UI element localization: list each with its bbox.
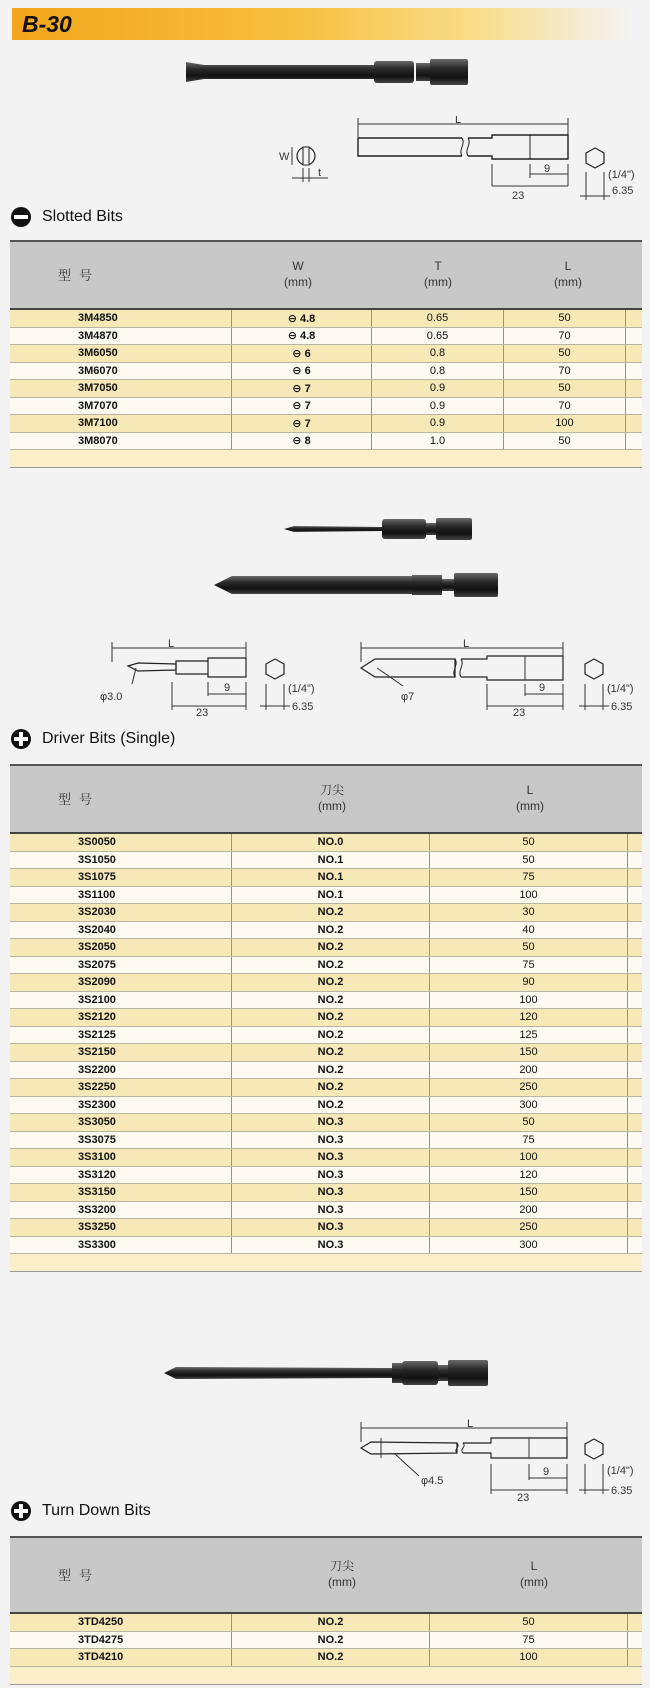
cell-spacer <box>628 1044 642 1061</box>
cell-l: 50 <box>504 310 626 327</box>
table-row <box>10 1079 642 1097</box>
cell-model: 3M7100 <box>10 415 232 432</box>
cell-model: 3S3120 <box>10 1167 232 1184</box>
turndown-section-title <box>10 1500 151 1522</box>
col-tip: 刀尖 (mm) <box>328 1559 356 1589</box>
cell-spacer <box>628 974 642 991</box>
slotted-bit-diagram <box>262 116 642 206</box>
svg-text:L: L <box>467 1418 474 1430</box>
table-row <box>10 1062 642 1080</box>
cell-l: 50 <box>430 852 628 869</box>
cell-w: ⊖ 4.8 <box>232 310 372 327</box>
svg-text:(1/4"): (1/4") <box>288 683 315 695</box>
cell-model: 3S2150 <box>10 1044 232 1061</box>
table-row <box>10 415 642 433</box>
phillips-plus-icon <box>10 1500 32 1522</box>
cell-spacer <box>628 1114 642 1131</box>
table-row <box>10 957 642 975</box>
turndown-title: Turn Down Bits <box>42 1502 151 1519</box>
cell-spacer <box>628 1027 642 1044</box>
cell-spacer <box>628 1132 642 1149</box>
cell-spacer <box>626 310 642 327</box>
cell-tip: NO.2 <box>232 1079 430 1096</box>
cell-spacer <box>628 1062 642 1079</box>
slotted-table-footer <box>10 450 642 468</box>
col-w: W (mm) <box>284 259 312 289</box>
cell-spacer <box>626 363 642 380</box>
cell-t: 0.65 <box>372 310 504 327</box>
cell-l: 100 <box>504 415 626 432</box>
cell-tip: NO.2 <box>232 1097 430 1114</box>
table-row <box>10 1614 642 1632</box>
dim-hex-in: (1/4") <box>608 169 635 181</box>
cell-l: 300 <box>430 1237 628 1254</box>
svg-text:9: 9 <box>224 682 231 694</box>
table-row <box>10 398 642 416</box>
table-row <box>10 974 642 992</box>
slotted-section-title <box>10 206 123 228</box>
table-row <box>10 1132 642 1150</box>
cell-t: 0.8 <box>372 345 504 362</box>
cell-spacer <box>628 1184 642 1201</box>
cell-t: 0.8 <box>372 363 504 380</box>
dim-w: W <box>279 151 290 163</box>
cell-w: ⊖ 7 <box>232 415 372 432</box>
cell-l: 250 <box>430 1219 628 1236</box>
table-row <box>10 1167 642 1185</box>
cell-model: 3S2100 <box>10 992 232 1009</box>
svg-text:L: L <box>168 638 175 650</box>
table-row <box>10 887 642 905</box>
cell-spacer <box>626 415 642 432</box>
cell-tip: NO.2 <box>232 1632 430 1649</box>
cell-spacer <box>628 939 642 956</box>
cell-tip: NO.2 <box>232 1009 430 1026</box>
cell-w: ⊖ 7 <box>232 380 372 397</box>
col-model: 型号 <box>58 1568 101 1583</box>
table-row <box>10 1097 642 1115</box>
turndown-bit-photo <box>162 1356 492 1390</box>
cell-tip: NO.2 <box>232 1044 430 1061</box>
cell-tip: NO.1 <box>232 869 430 886</box>
cell-w: ⊖ 7 <box>232 398 372 415</box>
cell-l: 75 <box>430 1132 628 1149</box>
cell-tip: NO.2 <box>232 1649 430 1666</box>
driver-title: Driver Bits (Single) <box>42 730 176 747</box>
cell-l: 300 <box>430 1097 628 1114</box>
cell-l: 100 <box>430 1649 628 1666</box>
turndown-table <box>10 1536 642 1685</box>
svg-text:9: 9 <box>539 682 546 694</box>
cell-tip: NO.2 <box>232 974 430 991</box>
driver-bit-small-photo <box>282 514 492 544</box>
cell-model: 3S2040 <box>10 922 232 939</box>
cell-l: 40 <box>430 922 628 939</box>
cell-spacer <box>628 1149 642 1166</box>
cell-model: 3S2125 <box>10 1027 232 1044</box>
cell-l: 75 <box>430 1632 628 1649</box>
cell-model: 3S1100 <box>10 887 232 904</box>
svg-text:23: 23 <box>513 707 526 718</box>
table-row <box>10 1219 642 1237</box>
table-row <box>10 345 642 363</box>
cell-model: 3M4850 <box>10 310 232 327</box>
cell-spacer <box>628 922 642 939</box>
cell-spacer <box>628 1079 642 1096</box>
cell-model: 3TD4275 <box>10 1632 232 1649</box>
table-row <box>10 328 642 346</box>
cell-tip: NO.0 <box>232 834 430 851</box>
table-row <box>10 1009 642 1027</box>
cell-model: 3S2050 <box>10 939 232 956</box>
turndown-table-header <box>10 1536 642 1612</box>
table-row <box>10 433 642 451</box>
dim-hex-mm: 6.35 <box>612 185 634 197</box>
cell-model: 3S2250 <box>10 1079 232 1096</box>
col-l: L (mm) <box>520 1559 548 1589</box>
hexagon-icon <box>586 148 604 168</box>
cell-tip: NO.2 <box>232 1062 430 1079</box>
table-row <box>10 1202 642 1220</box>
cell-w: ⊖ 6 <box>232 363 372 380</box>
dim-9: 9 <box>544 163 551 175</box>
cell-spacer <box>626 380 642 397</box>
dim-l: L <box>455 116 462 126</box>
cell-l: 50 <box>430 1114 628 1131</box>
table-row <box>10 1649 642 1667</box>
cell-w: ⊖ 4.8 <box>232 328 372 345</box>
table-row <box>10 1149 642 1167</box>
cell-spacer <box>628 1237 642 1254</box>
cell-model: 3M4870 <box>10 328 232 345</box>
cell-t: 0.9 <box>372 398 504 415</box>
cell-tip: NO.3 <box>232 1219 430 1236</box>
cell-model: 3S1075 <box>10 869 232 886</box>
cell-l: 70 <box>504 398 626 415</box>
cell-model: 3M7070 <box>10 398 232 415</box>
cell-l: 70 <box>504 328 626 345</box>
cell-tip: NO.3 <box>232 1114 430 1131</box>
cell-l: 50 <box>504 345 626 362</box>
cell-l: 70 <box>504 363 626 380</box>
slotted-minus-icon <box>10 206 32 228</box>
cell-tip: NO.2 <box>232 957 430 974</box>
cell-spacer <box>628 1219 642 1236</box>
svg-text:L: L <box>463 638 470 650</box>
cell-model: 3S3200 <box>10 1202 232 1219</box>
table-row <box>10 992 642 1010</box>
cell-model: 3S2120 <box>10 1009 232 1026</box>
cell-model: 3S3100 <box>10 1149 232 1166</box>
cell-l: 75 <box>430 957 628 974</box>
cell-l: 100 <box>430 887 628 904</box>
cell-model: 3S1050 <box>10 852 232 869</box>
cell-l: 100 <box>430 1149 628 1166</box>
cell-spacer <box>628 869 642 886</box>
table-row <box>10 939 642 957</box>
cell-tip: NO.2 <box>232 992 430 1009</box>
cell-t: 1.0 <box>372 433 504 450</box>
cell-l: 200 <box>430 1062 628 1079</box>
col-l: L (mm) <box>554 259 582 289</box>
phillips-plus-icon <box>10 728 32 750</box>
cell-spacer <box>628 1009 642 1026</box>
table-row <box>10 1184 642 1202</box>
cell-l: 50 <box>430 939 628 956</box>
cell-l: 120 <box>430 1167 628 1184</box>
table-row <box>10 310 642 328</box>
driver-table-body <box>10 832 642 1254</box>
cell-tip: NO.3 <box>232 1149 430 1166</box>
cell-spacer <box>628 992 642 1009</box>
svg-text:6.35: 6.35 <box>611 701 633 713</box>
cell-l: 125 <box>430 1027 628 1044</box>
table-row <box>10 1237 642 1255</box>
cell-tip: NO.2 <box>232 922 430 939</box>
col-model: 型号 <box>58 268 101 283</box>
cell-spacer <box>628 887 642 904</box>
cell-l: 75 <box>430 869 628 886</box>
cell-spacer <box>628 957 642 974</box>
slotted-title: Slotted Bits <box>42 208 123 225</box>
cell-spacer <box>626 345 642 362</box>
col-l: L (mm) <box>516 783 544 813</box>
slotted-table-header <box>10 240 642 308</box>
cell-tip: NO.2 <box>232 939 430 956</box>
cell-spacer <box>628 834 642 851</box>
cell-tip: NO.2 <box>232 1027 430 1044</box>
table-row <box>10 1114 642 1132</box>
turndown-table-footer <box>10 1667 642 1685</box>
driver-table-footer <box>10 1254 642 1272</box>
table-row <box>10 1632 642 1650</box>
table-row <box>10 380 642 398</box>
cell-tip: NO.3 <box>232 1237 430 1254</box>
svg-text:φ4.5: φ4.5 <box>421 1475 444 1487</box>
cell-l: 250 <box>430 1079 628 1096</box>
cell-l: 200 <box>430 1202 628 1219</box>
svg-text:6.35: 6.35 <box>611 1485 633 1497</box>
cell-model: 3S2300 <box>10 1097 232 1114</box>
table-row <box>10 869 642 887</box>
cell-w: ⊖ 8 <box>232 433 372 450</box>
slotted-table-body <box>10 308 642 450</box>
driver-bit-diagram-small <box>100 638 330 718</box>
table-row <box>10 1027 642 1045</box>
cell-tip: NO.3 <box>232 1184 430 1201</box>
cell-t: 0.65 <box>372 328 504 345</box>
svg-text:φ7: φ7 <box>401 691 415 703</box>
cell-model: 3S0050 <box>10 834 232 851</box>
table-row <box>10 904 642 922</box>
driver-section-title <box>10 728 175 750</box>
cell-model: 3M8070 <box>10 433 232 450</box>
table-row <box>10 834 642 852</box>
slotted-table <box>10 240 642 468</box>
cell-l: 30 <box>430 904 628 921</box>
col-t: T (mm) <box>424 259 452 289</box>
cell-l: 90 <box>430 974 628 991</box>
cell-w: ⊖ 6 <box>232 345 372 362</box>
svg-text:23: 23 <box>517 1492 530 1504</box>
driver-bit-large-photo <box>212 568 502 602</box>
cell-tip: NO.2 <box>232 1614 430 1631</box>
cell-l: 50 <box>430 834 628 851</box>
cell-model: 3S3050 <box>10 1114 232 1131</box>
cell-l: 50 <box>504 380 626 397</box>
cell-model: 3S2030 <box>10 904 232 921</box>
cell-tip: NO.3 <box>232 1167 430 1184</box>
cell-tip: NO.3 <box>232 1202 430 1219</box>
cell-t: 0.9 <box>372 415 504 432</box>
svg-text:(1/4"): (1/4") <box>607 683 634 695</box>
cell-spacer <box>626 433 642 450</box>
cell-model: 3S2090 <box>10 974 232 991</box>
dim-23: 23 <box>512 190 525 202</box>
cell-spacer <box>628 904 642 921</box>
cell-model: 3TD4250 <box>10 1614 232 1631</box>
driver-table-header <box>10 764 642 832</box>
svg-text:(1/4"): (1/4") <box>607 1465 634 1477</box>
cell-l: 100 <box>430 992 628 1009</box>
page-code: B-30 <box>22 11 72 37</box>
table-row <box>10 363 642 381</box>
svg-text:9: 9 <box>543 1466 550 1478</box>
svg-text:23: 23 <box>196 707 209 718</box>
cell-l: 150 <box>430 1044 628 1061</box>
cell-spacer <box>628 852 642 869</box>
dim-t: t <box>318 167 322 179</box>
turndown-bit-diagram <box>355 1418 645 1504</box>
slotted-bit-photo <box>184 52 474 92</box>
turndown-table-body <box>10 1612 642 1667</box>
col-model: 型号 <box>58 792 101 807</box>
driver-table <box>10 764 642 1272</box>
cell-l: 50 <box>430 1614 628 1631</box>
cell-l: 50 <box>504 433 626 450</box>
cell-spacer <box>628 1649 642 1666</box>
cell-spacer <box>626 398 642 415</box>
cell-tip: NO.3 <box>232 1132 430 1149</box>
cell-spacer <box>628 1614 642 1631</box>
svg-text:6.35: 6.35 <box>292 701 314 713</box>
cell-model: 3S3075 <box>10 1132 232 1149</box>
cell-spacer <box>628 1632 642 1649</box>
cell-t: 0.9 <box>372 380 504 397</box>
cell-model: 3S3150 <box>10 1184 232 1201</box>
cell-spacer <box>626 328 642 345</box>
cell-l: 120 <box>430 1009 628 1026</box>
cell-model: 3S3250 <box>10 1219 232 1236</box>
table-row <box>10 852 642 870</box>
col-tip: 刀尖 (mm) <box>318 783 346 813</box>
cell-tip: NO.2 <box>232 904 430 921</box>
cell-l: 150 <box>430 1184 628 1201</box>
cell-model: 3S3300 <box>10 1237 232 1254</box>
table-row <box>10 922 642 940</box>
cell-model: 3M7050 <box>10 380 232 397</box>
cell-model: 3S2200 <box>10 1062 232 1079</box>
driver-bit-diagram-large <box>355 638 645 718</box>
cell-model: 3M6070 <box>10 363 232 380</box>
cell-tip: NO.1 <box>232 887 430 904</box>
page-header-band <box>12 8 630 40</box>
svg-text:φ3.0: φ3.0 <box>100 691 123 703</box>
cell-spacer <box>628 1167 642 1184</box>
cell-model: 3M6050 <box>10 345 232 362</box>
cell-spacer <box>628 1097 642 1114</box>
table-row <box>10 1044 642 1062</box>
cell-spacer <box>628 1202 642 1219</box>
cell-model: 3S2075 <box>10 957 232 974</box>
cell-model: 3TD4210 <box>10 1649 232 1666</box>
cell-tip: NO.1 <box>232 852 430 869</box>
